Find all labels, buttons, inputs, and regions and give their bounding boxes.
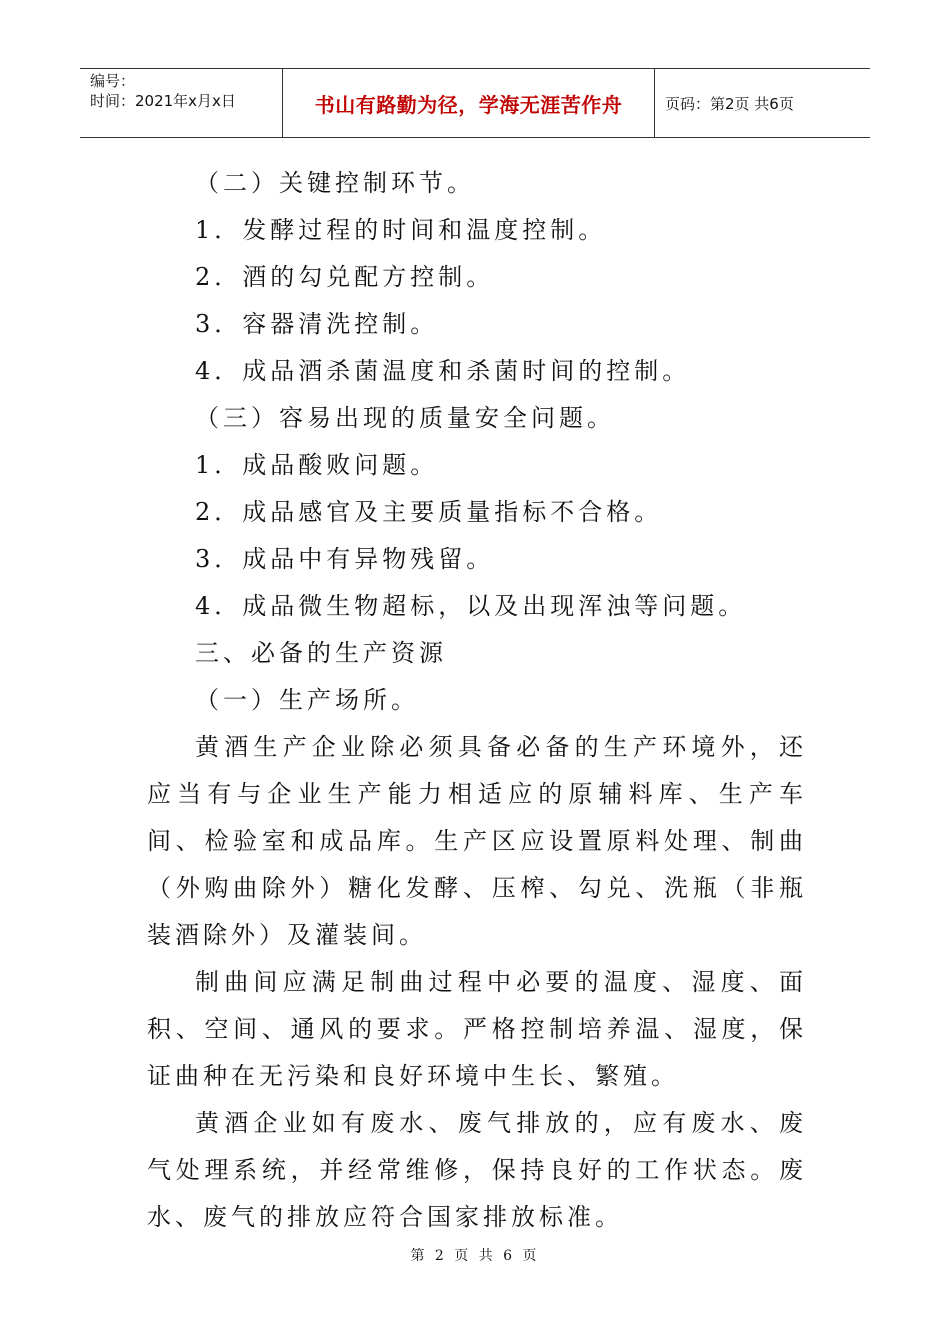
list-item: 1．发酵过程的时间和温度控制。: [195, 216, 607, 244]
document-body: [147, 160, 807, 1241]
motto-text: 书山有路勤为径，学海无涯苦作舟: [283, 69, 655, 137]
list-item: 4．成品酒杀菌温度和杀菌时间的控制。: [195, 357, 691, 385]
list-item: 2．成品感官及主要质量指标不合格。: [195, 498, 663, 526]
time-label: 时间：2021年x月x日: [90, 92, 236, 110]
section-heading: （一）生产场所。: [195, 686, 419, 714]
list-item: 4．成品微生物超标，以及出现浑浊等问题。: [195, 592, 747, 620]
list-item: 1．成品酸败问题。: [195, 451, 439, 479]
page-info: 页码：第2页 共6页: [665, 94, 794, 113]
body-paragraph: 黄酒企业如有废水、废气排放的，应有废水、废气处理系统，并经常维修，保持良好的工作状态。废水、废气的排放应符合国家排放标准。: [147, 1109, 807, 1231]
list-item: 3．容器清洗控制。: [195, 310, 439, 338]
list-item: 3．成品中有异物残留。: [195, 545, 495, 573]
header-left-cell: [80, 69, 283, 137]
list-item: 2．酒的勾兑配方控制。: [195, 263, 495, 291]
section-heading: （二）关键控制环节。: [195, 169, 475, 197]
code-label: 编号：: [90, 72, 136, 90]
section-heading: （三）容易出现的质量安全问题。: [195, 404, 615, 432]
body-paragraph: 制曲间应满足制曲过程中必要的温度、湿度、面积、空间、通风的要求。严格控制培养温、湿度，保证曲种在无污染和良好环境中生长、繁殖。: [147, 968, 807, 1090]
chapter-heading: 三、必备的生产资源: [195, 639, 447, 667]
body-paragraph: 黄酒生产企业除必须具备必备的生产环境外，还应当有与企业生产能力相适应的原辅料库、生产车间、检验室和成品库。生产区应设置原料处理、制曲（外购曲除外）糖化发酵、压榨、勾兑、洗瓶（非瓶装酒除外）及灌装间。: [147, 733, 807, 949]
page-header: [80, 68, 870, 138]
page-footer: 第 2 页 共 6 页: [410, 1248, 540, 1264]
